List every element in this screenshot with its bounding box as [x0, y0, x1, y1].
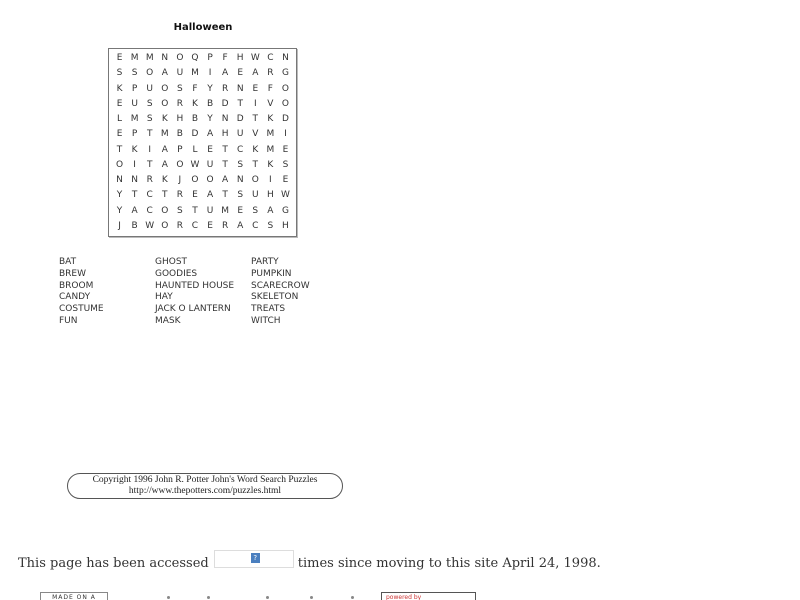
word-list-item: JACK O LANTERN — [155, 304, 231, 315]
grid-cell: I — [133, 159, 136, 170]
word-search-grid — [108, 48, 297, 237]
grid-cell: M — [145, 53, 154, 63]
grid-cell: F — [267, 83, 273, 94]
grid-cell: O — [251, 175, 259, 185]
grid-cell: Y — [207, 114, 213, 124]
grid-cell: V — [252, 129, 259, 140]
grid-cell: A — [267, 205, 274, 216]
grid-cell: T — [222, 144, 228, 155]
grid-cell: E — [116, 98, 123, 109]
grid-cell: K — [267, 159, 274, 170]
grid-cell: T — [252, 159, 259, 170]
grid-cell: K — [131, 144, 138, 155]
grid-cell: Q — [191, 53, 199, 63]
broken-image-icon: ? — [251, 553, 260, 563]
grid-cell: T — [237, 98, 243, 109]
grid-cell: U — [251, 190, 259, 201]
grid-cell: F — [222, 53, 228, 63]
grid-cell: S — [237, 159, 244, 170]
grid-cell: S — [177, 83, 183, 94]
word-list-column-2 — [155, 257, 234, 328]
copyright-text: Copyright 1996 John R. Potter John's Word Search Puzzles — [92, 475, 318, 485]
grid-cell: O — [161, 205, 169, 216]
grid-cell: A — [222, 68, 229, 79]
grid-cell: C — [146, 190, 153, 201]
footer-dot — [266, 596, 269, 599]
grid-cell: T — [162, 190, 168, 201]
grid-cell: D — [221, 98, 229, 109]
grid-cell: S — [146, 114, 153, 124]
grid-cell: S — [267, 220, 274, 231]
grid-cell: S — [131, 68, 138, 79]
grid-cell: V — [267, 98, 274, 109]
grid-cell: S — [177, 205, 183, 216]
copyright-box[interactable] — [67, 473, 343, 499]
made-on-a-badge[interactable]: MADE ON A — [40, 592, 108, 600]
word-list-item: SKELETON — [251, 292, 299, 303]
grid-cell: K — [267, 114, 274, 124]
grid-cell: D — [236, 114, 244, 124]
grid-cell: I — [284, 129, 287, 140]
grid-cell: J — [118, 220, 121, 231]
grid-cell: P — [131, 129, 138, 140]
grid-cell: A — [237, 220, 244, 231]
grid-cell: O — [115, 159, 124, 170]
footer-dot — [207, 596, 210, 599]
word-list-item: HAY — [155, 292, 173, 303]
grid-cell: M — [266, 129, 275, 140]
grid-cell: T — [116, 144, 123, 155]
grid-cell: G — [281, 68, 289, 79]
grid-cell: T — [146, 159, 153, 170]
grid-cell: O — [206, 175, 214, 185]
grid-cell: B — [206, 98, 214, 109]
grid-cell: J — [178, 175, 182, 185]
grid-cell: R — [221, 83, 229, 94]
grid-cell: R — [146, 175, 153, 185]
word-list-item: GOODIES — [155, 268, 198, 279]
grid-cell: K — [116, 83, 123, 94]
grid-cell: N — [282, 53, 289, 63]
grid-cell: T — [192, 205, 198, 216]
word-list-item: SCARECROW — [251, 280, 310, 291]
grid-cell: A — [161, 68, 168, 79]
grid-cell: C — [252, 220, 259, 231]
grid-cell: K — [191, 98, 198, 109]
grid-cell: N — [116, 175, 123, 185]
grid-cell: S — [146, 98, 153, 109]
grid-cell: O — [161, 98, 169, 109]
grid-cell: M — [221, 205, 229, 216]
grid-cell: O — [191, 175, 199, 185]
grid-cell: W — [190, 159, 200, 170]
grid-cell: T — [222, 190, 228, 201]
grid-cell: C — [267, 53, 274, 63]
hit-counter — [214, 550, 294, 568]
grid-cell: E — [237, 205, 244, 216]
word-list-item: TREATS — [251, 304, 286, 315]
grid-cell: U — [206, 159, 214, 170]
grid-cell: G — [281, 205, 289, 216]
grid-cell: B — [176, 129, 183, 140]
word-list-column-1 — [59, 257, 104, 328]
grid-cell: O — [176, 53, 184, 63]
grid-cell: Y — [116, 205, 123, 216]
grid-cell: S — [237, 190, 244, 201]
grid-cell: E — [237, 68, 244, 79]
grid-cell: C — [237, 144, 244, 155]
grid-cell: T — [146, 129, 153, 140]
grid-cell: K — [252, 144, 259, 155]
grid-cell: U — [131, 98, 138, 109]
grid-cell: W — [280, 190, 290, 201]
grid-cell: H — [282, 220, 289, 231]
grid-cell: O — [281, 83, 289, 94]
puzzle-title: Halloween — [173, 22, 233, 33]
grid-cell: L — [192, 144, 198, 155]
access-text-after: times since moving to this site April 24, 1998. — [297, 555, 601, 571]
grid-cell: I — [208, 68, 212, 79]
grid-cell: A — [206, 129, 214, 140]
grid-cell: I — [269, 175, 272, 185]
grid-cell: P — [177, 144, 183, 155]
grid-cell: D — [191, 129, 199, 140]
grid-cell: H — [236, 53, 244, 63]
grid-cell: S — [116, 68, 123, 79]
grid-cell: W — [250, 53, 260, 63]
word-list-item: PUMPKIN — [251, 268, 292, 279]
grid-cell: A — [161, 144, 168, 155]
grid-cell: E — [252, 83, 259, 94]
grid-cell: O — [281, 98, 289, 109]
grid-cell: E — [282, 144, 289, 155]
copyright-url[interactable]: http://www.thepotters.com/puzzles.html — [128, 486, 282, 496]
word-list-item: HAUNTED HOUSE — [155, 280, 235, 291]
word-list-item: PARTY — [251, 257, 279, 267]
grid-cell: E — [207, 144, 213, 155]
grid-cell: S — [252, 205, 259, 216]
word-list-item: BREW — [59, 268, 87, 279]
grid-cell: N — [236, 175, 244, 185]
grid-cell: P — [131, 83, 138, 94]
grid-cell: C — [191, 220, 199, 231]
grid-cell: Y — [116, 190, 123, 201]
access-counter-line — [18, 554, 601, 572]
grid-cell: P — [207, 53, 213, 63]
grid-cell: A — [131, 205, 138, 216]
grid-cell: M — [160, 129, 169, 140]
grid-cell: C — [146, 205, 153, 216]
grid-cell: R — [176, 220, 183, 231]
grid-cell: E — [116, 129, 123, 140]
grid-cell: A — [161, 159, 168, 170]
word-list-item: MASK — [155, 315, 181, 326]
access-text-before: This page has been accessed — [18, 555, 209, 571]
grid-cell: T — [252, 114, 259, 124]
grid-cell: W — [145, 220, 155, 231]
grid-cell: M — [266, 144, 275, 155]
grid-cell: M — [191, 68, 199, 79]
grid-cell: U — [206, 205, 214, 216]
grid-cell: N — [221, 114, 229, 124]
word-list-item: COSTUME — [59, 304, 104, 315]
word-list-item: GHOST — [155, 257, 188, 267]
footer-dot — [310, 596, 313, 599]
grid-cell: E — [116, 53, 123, 63]
grid-cell: R — [267, 68, 274, 79]
grid-cell: B — [191, 114, 199, 124]
grid-cell: R — [176, 98, 183, 109]
grid-cell: E — [282, 175, 289, 185]
grid-cell: O — [161, 220, 169, 231]
grid-cell: M — [130, 114, 139, 124]
grid-cell: R — [176, 190, 183, 201]
grid-cell: I — [253, 98, 257, 109]
grid-cell: N — [236, 83, 244, 94]
word-list-item: BAT — [59, 257, 77, 267]
powered-by-label: powered by — [386, 594, 422, 600]
grid-cell: T — [131, 190, 138, 201]
grid-cell: H — [176, 114, 184, 124]
grid-cell: O — [161, 83, 169, 94]
word-list-column-3 — [251, 257, 310, 328]
grid-cell: E — [207, 220, 213, 231]
grid-cell: K — [161, 114, 168, 124]
grid-cell: O — [146, 68, 154, 79]
grid-cell: E — [192, 190, 198, 201]
grid-cell: I — [148, 144, 152, 155]
grid-cell: M — [130, 53, 139, 63]
grid-cell: Y — [207, 83, 213, 94]
grid-cell: N — [161, 53, 169, 63]
grid-cell: N — [131, 175, 138, 185]
word-list-item: BROOM — [59, 280, 94, 291]
grid-cell: A — [252, 68, 259, 79]
grid-cell: O — [176, 159, 184, 170]
powered-by-badge[interactable] — [381, 592, 476, 600]
footer-dot — [167, 596, 170, 599]
grid-cell: U — [176, 68, 184, 79]
grid-cell: F — [192, 83, 198, 94]
grid-cell: A — [222, 175, 229, 185]
word-list-item: FUN — [59, 315, 78, 326]
grid-cell: H — [221, 129, 229, 140]
footer-dot — [351, 596, 354, 599]
grid-cell: R — [221, 220, 229, 231]
grid-cell: L — [117, 114, 123, 124]
word-list-item: CANDY — [59, 292, 91, 303]
grid-cell: K — [161, 175, 168, 185]
grid-cell: D — [281, 114, 289, 124]
grid-cell: H — [266, 190, 274, 201]
grid-cell: A — [206, 190, 214, 201]
grid-cell: U — [236, 129, 244, 140]
grid-cell: S — [282, 159, 289, 170]
grid-cell: U — [146, 83, 153, 94]
word-list-item: WITCH — [251, 315, 281, 326]
grid-cell: B — [131, 220, 138, 231]
grid-cell: T — [222, 159, 228, 170]
